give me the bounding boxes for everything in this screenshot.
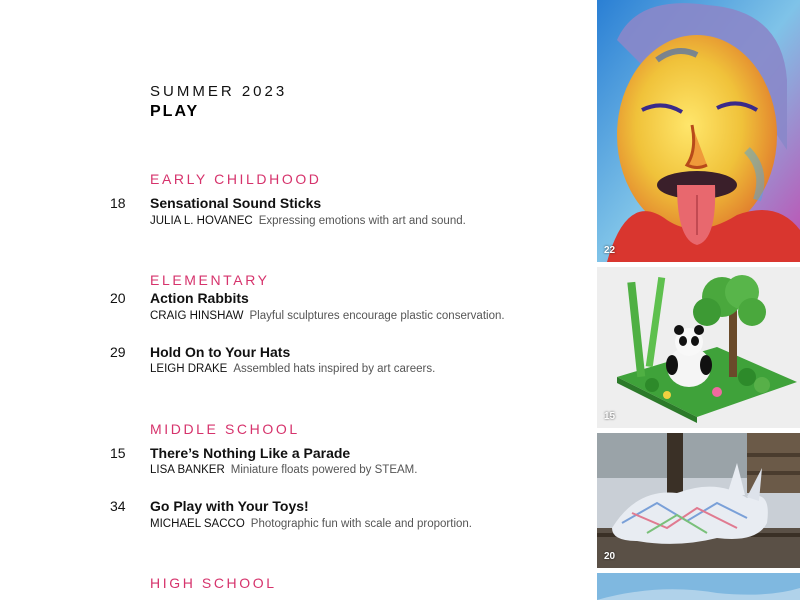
- article-author: LEIGH DRAKE: [150, 363, 228, 375]
- article-author: JULIA L. HOVANEC: [150, 215, 253, 227]
- article-byline: [150, 363, 435, 375]
- plastic-rabbit-image: [597, 433, 800, 568]
- article-description: Playful sculptures encourage plastic conservation.: [249, 310, 505, 322]
- panda-diorama-image: [597, 267, 800, 428]
- section-heading-early-childhood: EARLY CHILDHOOD: [150, 171, 322, 187]
- photo-plastic-rabbit[interactable]: [597, 433, 800, 568]
- article-title[interactable]: Go Play with Your Toys!: [150, 498, 309, 514]
- article-description: Photographic fun with scale and proportion.: [250, 518, 472, 530]
- article-author: CRAIG HINSHAW: [150, 310, 244, 322]
- article-title[interactable]: There’s Nothing Like a Parade: [150, 445, 351, 461]
- article-page-number: 15: [110, 445, 126, 461]
- article-description: Miniature floats powered by STEAM.: [230, 464, 418, 476]
- section-heading-middle-school: MIDDLE SCHOOL: [150, 421, 300, 437]
- article-description: Expressing emotions with art and sound.: [258, 215, 466, 227]
- article-title[interactable]: Sensational Sound Sticks: [150, 195, 322, 211]
- article-page-number: 18: [110, 195, 126, 211]
- article-author: MICHAEL SACCO: [150, 518, 245, 530]
- article-byline: [150, 310, 505, 322]
- photo-high-school[interactable]: [597, 573, 800, 600]
- sky-photo-image: [597, 573, 800, 600]
- portrait-painting-image: [597, 0, 800, 262]
- article-page-number: 34: [110, 498, 126, 514]
- article-description: Assembled hats inspired by art careers.: [233, 363, 436, 375]
- photo-portrait-tongue[interactable]: [597, 0, 800, 262]
- article-author: LISA BANKER: [150, 464, 225, 476]
- article-byline: [150, 215, 466, 227]
- issue-date: SUMMER 2023: [150, 83, 288, 100]
- photo-page-label: 20: [604, 551, 616, 562]
- article-byline: [150, 464, 417, 476]
- article-title[interactable]: Action Rabbits: [150, 290, 249, 306]
- photo-panda-float[interactable]: [597, 267, 800, 428]
- article-byline: [150, 518, 472, 530]
- photo-page-label: 22: [604, 245, 616, 256]
- photo-page-label: 15: [604, 411, 616, 422]
- article-title[interactable]: Hold On to Your Hats: [150, 344, 291, 360]
- article-page-number: 29: [110, 344, 126, 360]
- section-heading-high-school: HIGH SCHOOL: [150, 575, 277, 591]
- article-page-number: 20: [110, 290, 126, 306]
- section-heading-elementary: ELEMENTARY: [150, 272, 270, 288]
- issue-theme: PLAY: [150, 103, 200, 120]
